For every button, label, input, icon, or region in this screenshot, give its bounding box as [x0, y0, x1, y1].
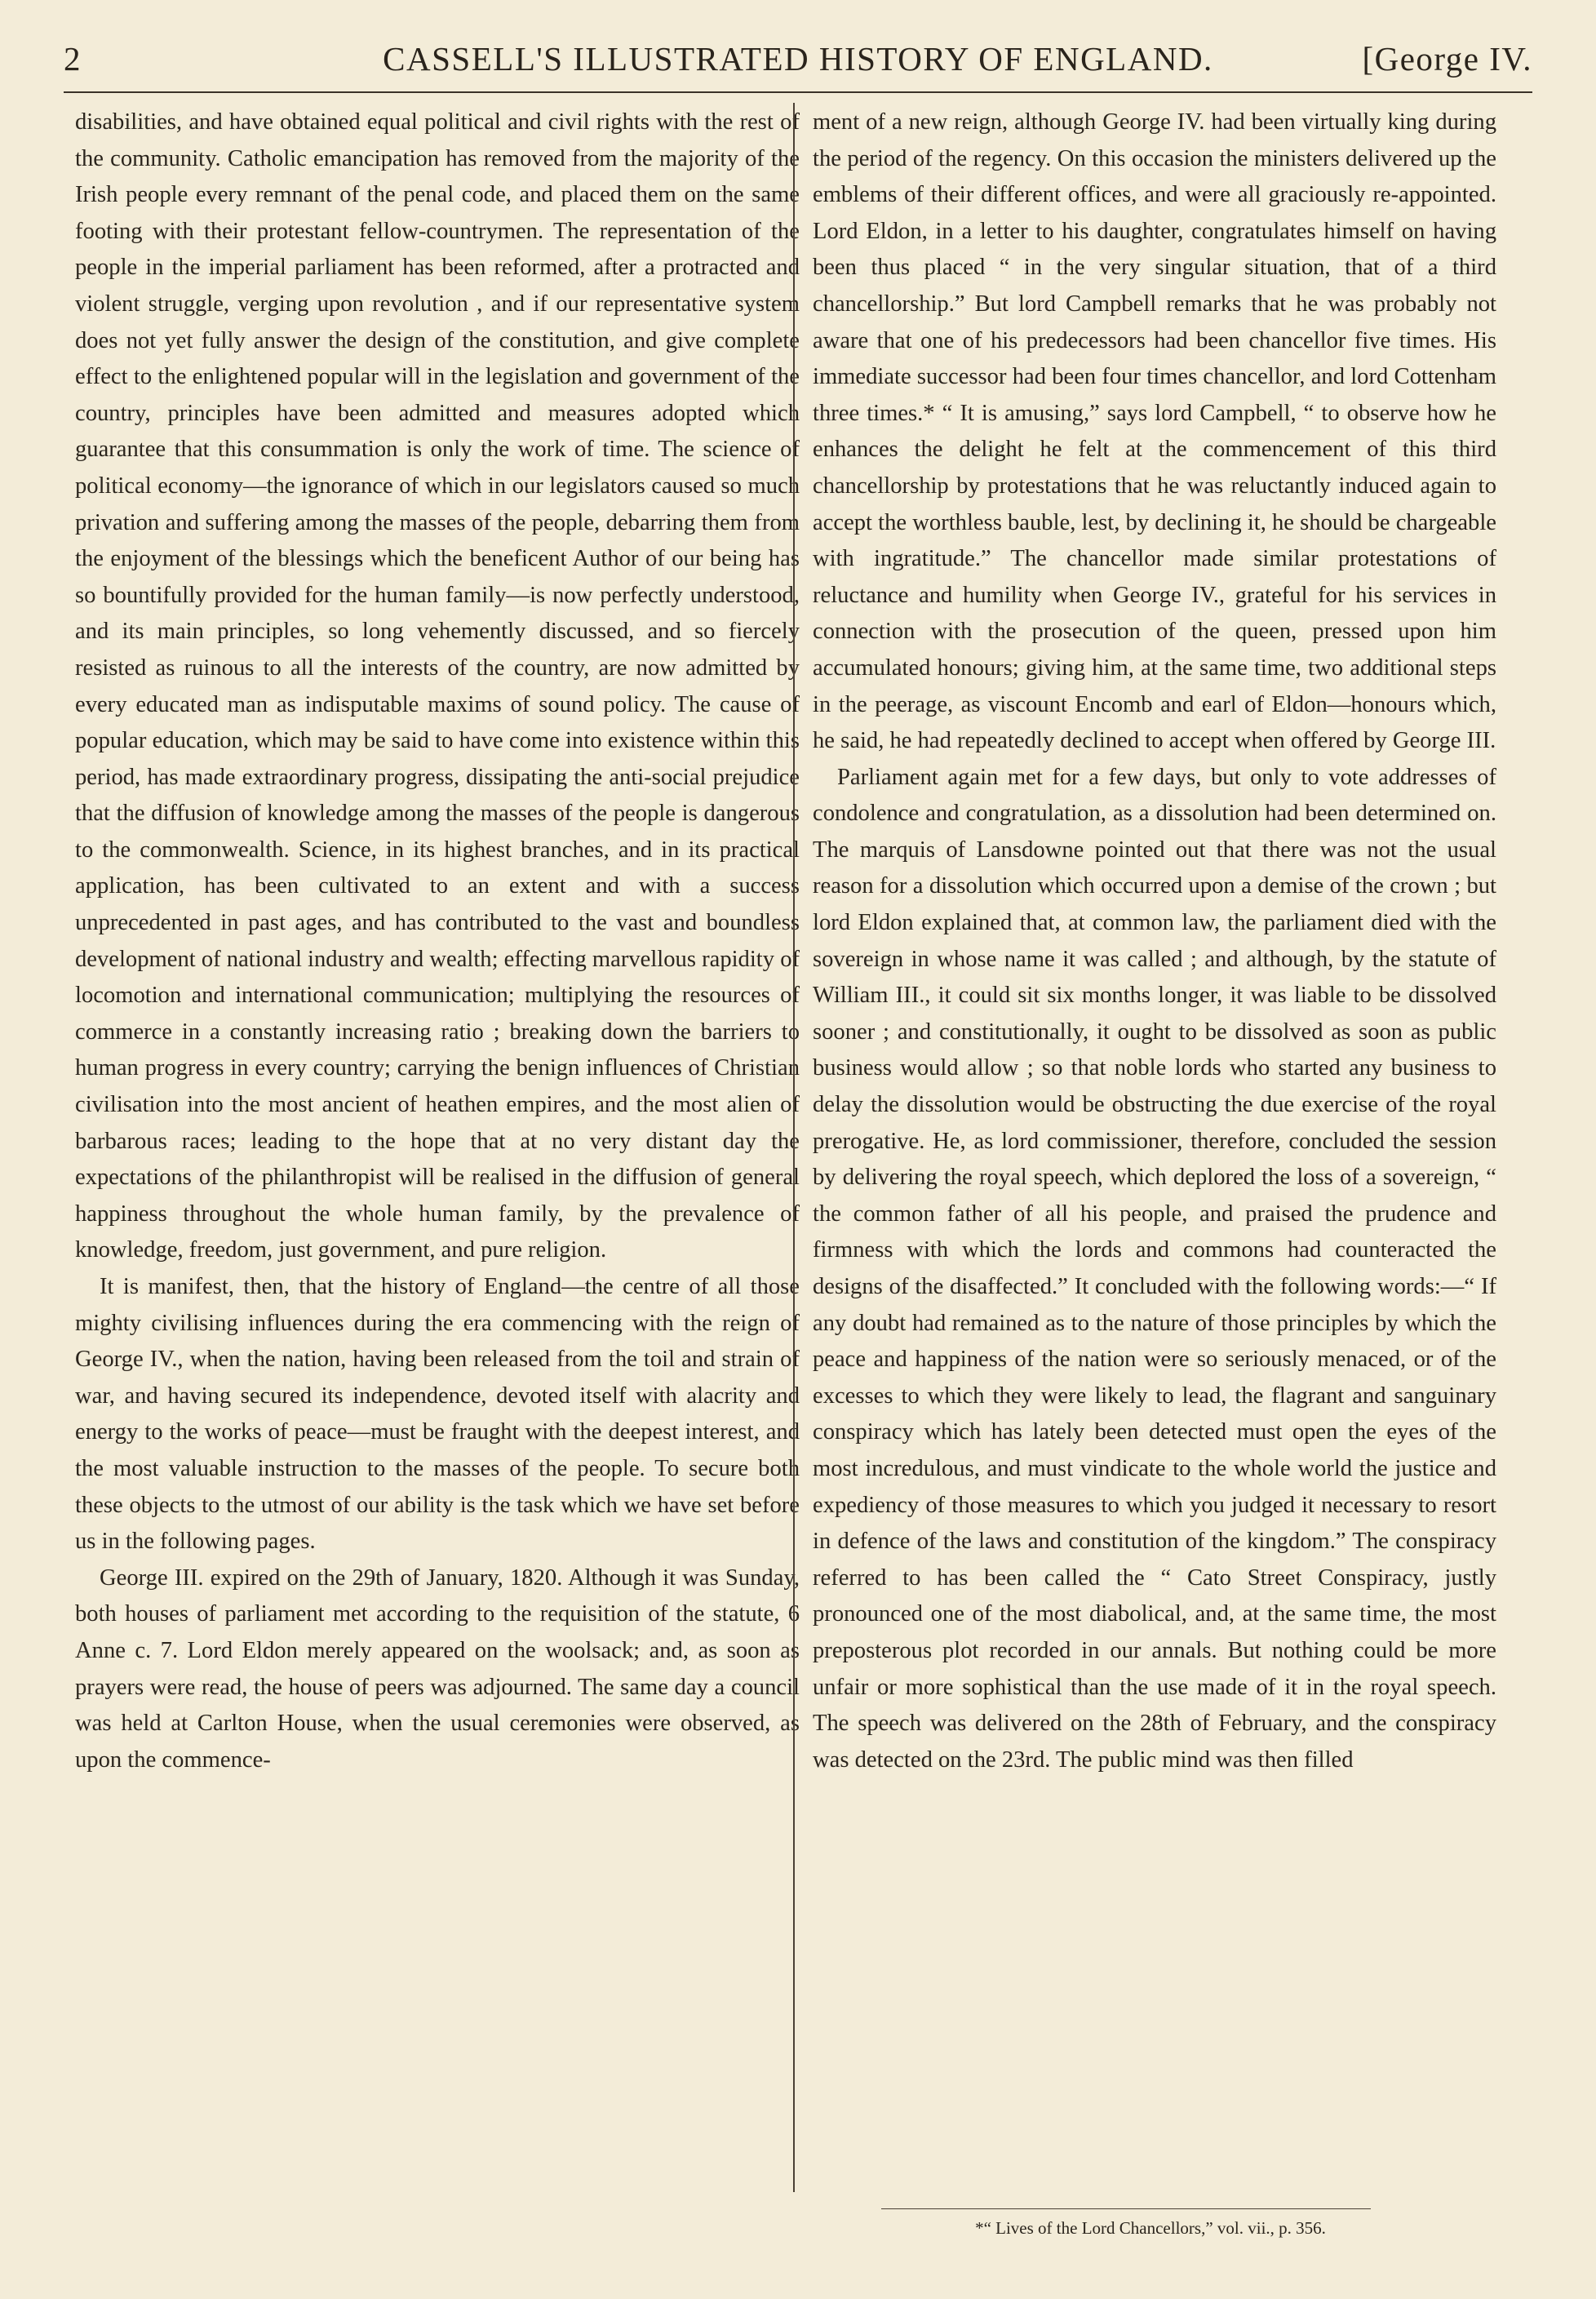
paragraph: disabilities, and have obtained equal political and civil rights with the rest of the community. Catholic emancipation has removed from the majority of the Irish people every remnant of the penal code, and placed them on the same footing with their protestant fellow-countrymen. The representation of the people in the imperial parliament has been reformed, after a protracted and violent struggle, verging upon revolution , and if our representative system does not yet fully answer the design of the constitution, and give complete effect to the enlightened popular will in the legislation and government of the country, principles have been admitted and measures adopted which guarantee that this consummation is only the work of time. The science of political economy—the ignorance of which in our legislators caused so much privation and suffering among the masses of the people, debarring them from the enjoyment of the blessings which the beneficent Author of our being has so bountifully provided for the human family—is now perfectly understood, and its main principles, so long vehemently discussed, and so fiercely resisted as ruinous to all the interests of the country, are now admitted by every educated man as indisputable maxims of sound policy. The cause of popular education, which may be said to have come into existence within this period, has made extraordinary progress, dissipating the anti-social prejudice that the diffusion of knowledge among the masses of the people is dangerous to the commonwealth. Science, in its highest branches, and in its practical application, has been cultivated to an extent and with a success unprecedented in past ages, and has contributed to the vast and boundless development of national industry and wealth; effecting marvellous rapidity of locomotion and international communication; multiplying the resources of commerce in a constantly increasing ratio ; breaking down the barriers to human progress in every country; carrying the benign influences of Christian civilisation into the most ancient of heathen empires, and the most alien of barbarous races; leading to the hope that at no very distant day the expectations of the philanthropist will be realised in the diffusion of general happiness throughout the whole human family, by the prevalence of knowledge, freedom, just government, and pure religion. — [75, 109, 800, 1263]
footnote-rule — [881, 2208, 1371, 2209]
paragraph: George III. expired on the 29th of January, 1820. Although it was Sunday, both houses of parliament met according to the requisition of the statute, 6 Anne c. 7. Lord Eldon merely appeared on the woolsack; and, as soon as prayers were read, the house of peers was adjourned. The same day a council was held at Carlton House, when the usual ceremonies were observed, as upon the commence- — [75, 1564, 800, 1773]
page-number: 2 — [64, 40, 82, 78]
header-rule — [64, 91, 1532, 93]
paragraph: Parliament again met for a few days, but only to vote addresses of condolence and congratulation, as a dissolution had been determined on. The marquis of Lansdowne pointed out that there was not the usual reason for a dissolution which occurred upon a demise of the crown ; but lord Eldon explained that, at common law, the parliament died with the sovereign in whose name it was called ; and although, by the statute of William III., it could sit six months longer, it was liable to be dissolved sooner ; and constitutionally, it ought to be dissolved as soon as public business would allow ; so that noble lords who started any business to delay the dissolution would be obstructing the due exercise of the royal prerogative. He, as lord commissioner, therefore, concluded the session by delivering the royal speech, which deplored the loss of a sovereign, “ the common father of all his people, and praised the prudence and firmness with which the lords and commons had counteracted the designs of the disaffected.” It concluded with the following words:—“ If any doubt had remained as to the nature of those principles by which the peace and happiness of the nation were so seriously menaced, or of the excesses to which they were likely to lead, the flagrant and sanguinary conspiracy which has lately been detected must open the eyes of the most incredulous, and must vindicate to the whole world the justice and expediency of those measures to which you judged it necessary to resort in defence of the laws and constitution of the kingdom.” The conspiracy referred to has been called the “ Cato Street Conspiracy, justly pronounced one of the most diabolical, and, at the same time, the most preposterous plot recorded in our annals. But nothing could be more unfair or more sophistical than the use made of it in the royal speech. The speech was delivered on the 28th of February, and the conspiracy was detected on the 23rd. The public mind was then filled — [813, 764, 1496, 1773]
column-divider — [793, 103, 795, 2192]
running-header — [64, 33, 1532, 82]
left-column — [75, 104, 800, 1778]
paragraph: ment of a new reign, although George IV. had been virtually king during the period of the regency. On this occasion the ministers delivered up the emblems of their different offices, and were all graciously re-appointed. Lord Eldon, in a letter to his daughter, congratulates himself on having been thus placed “ in the very singular situation, that of a third chancellorship.” But lord Campbell remarks that he was probably not aware that one of his predecessors had been chancellor five times. His immediate successor had been four times chancellor, and lord Cottenham three times.* “ It is amusing,” says lord Campbell, “ to observe how he enhances the delight he felt at the commencement of this third chancellorship by protestations that he was reluctantly induced again to accept the worthless bauble, lest, by declining it, he should be chargeable with ingratitude.” The chancellor made similar protestations of reluctance and humility when George IV., grateful for his services in connection with the prosecution of the queen, pressed upon him accumulated honours; giving him, at the same time, two additional steps in the peerage, as viscount Encomb and earl of Eldon—honours which, he said, he had repeatedly declined to accept when offered by George III. — [813, 109, 1496, 754]
paragraph: It is manifest, then, that the history of England—the centre of all those mighty civilising influences during the era commencing with the reign of George IV., when the nation, having been released from the toil and strain of war, and having secured its independence, devoted itself with alacrity and energy to the works of peace—must be fraught with the deepest interest, and the most valuable instruction to the masses of the people. To secure both these objects to the utmost of our ability is the task which we have set before us in the following pages. — [75, 1274, 800, 1555]
footnote: *“ Lives of the Lord Chancellors,” vol. vii., p. 356. — [975, 2218, 1326, 2238]
right-column — [813, 104, 1496, 1778]
reign-label: [George IV. — [1362, 40, 1532, 78]
running-title: CASSELL'S ILLUSTRATED HISTORY OF ENGLAND. — [383, 40, 1213, 78]
